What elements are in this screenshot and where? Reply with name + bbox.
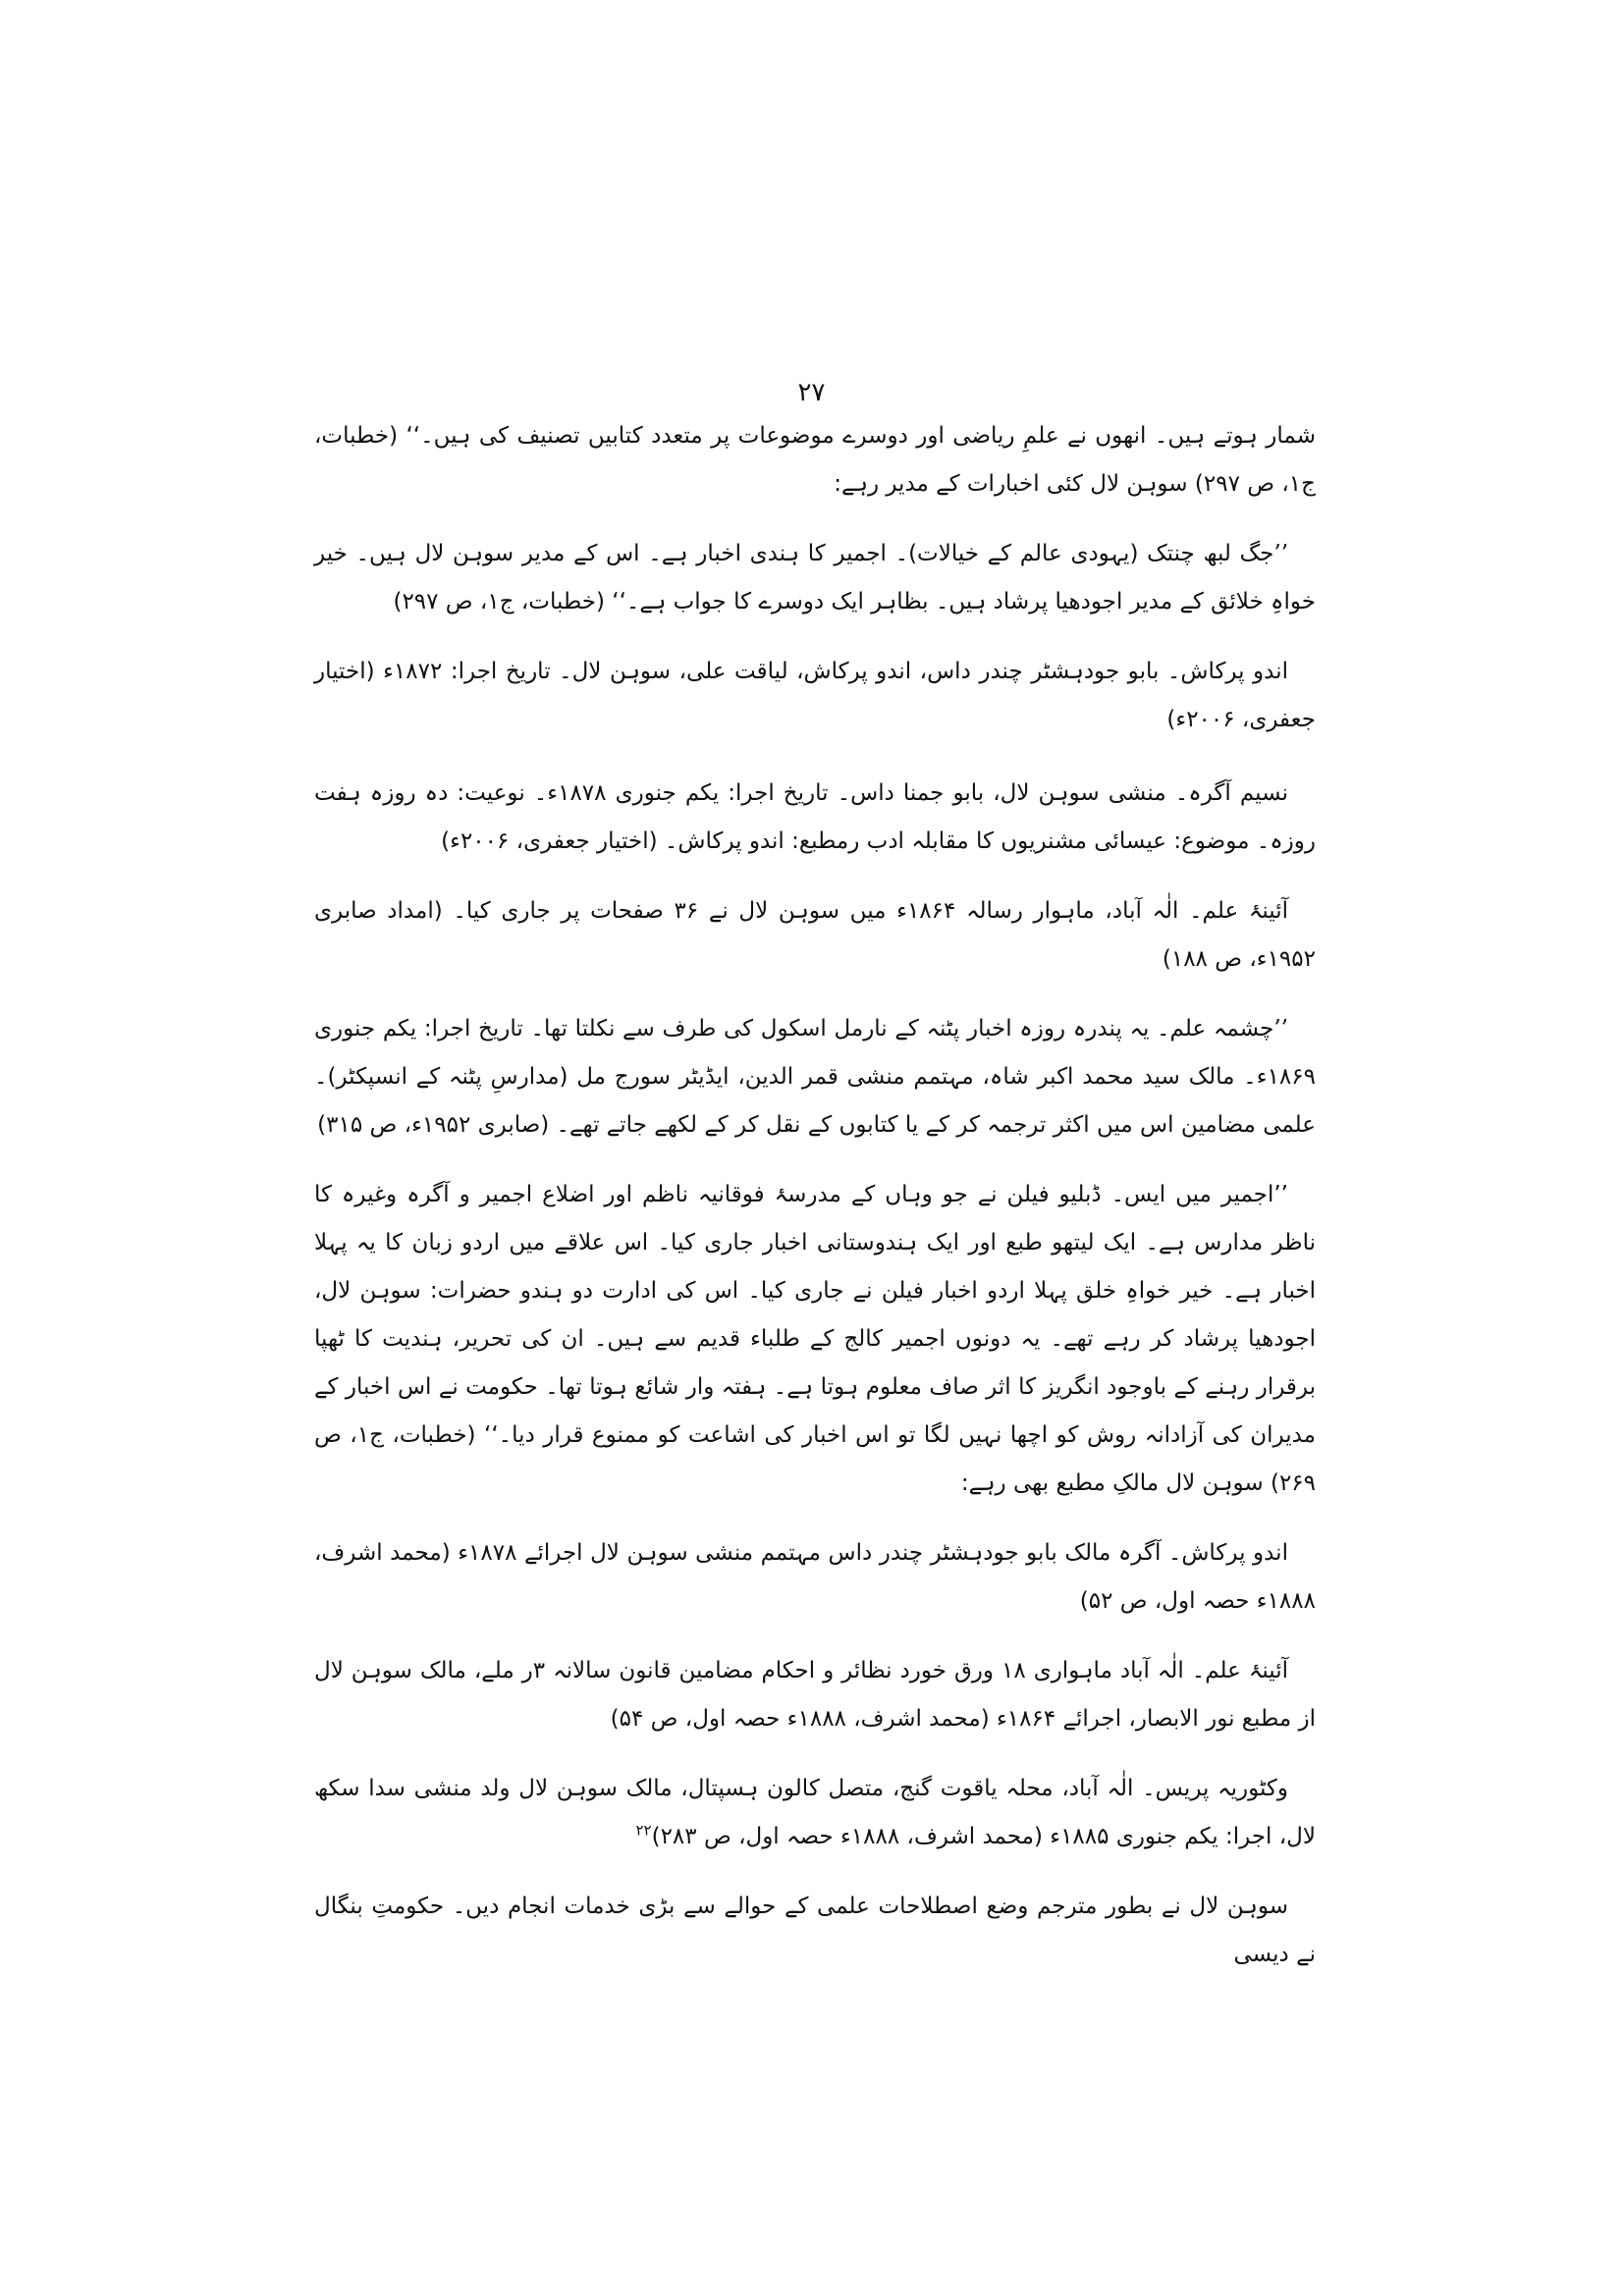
entry-title: اندو پرکاش <box>1180 659 1288 684</box>
body-text <box>314 412 1316 2001</box>
entry-title: نسیم آگرہ <box>1188 780 1288 806</box>
entry-text: ۔ الٰہ آباد، ماہوار رسالہ ۱۸۶۴ء میں سوہن لال نے ۳۶ صفحات پر جاری کیا۔ (امداد صابری ۱۹۵۲ء، ص ۱۸۸) <box>314 898 1316 972</box>
entry-text: ۔ بابو جودہشٹر چندر داس، اندو پرکاش، لیاقت علی، سوہن لال۔ تاریخ اجرا: ۱۸۷۲ء (اختیار جعفری، ۲۰۰۶ء) <box>314 659 1316 732</box>
entry-text: ۔ منشی سوہن لال، بابو جمنا داس۔ تاریخ اجرا: یکم جنوری ۱۸۷۸ء۔ نوعیت: دہ روزہ ہفت روزہ۔ موضوع: عیسائی مشنریوں کا مقابلہ ادب رمطبع: اندو پرکاش۔ (اختیار جعفری، ۲۰۰۶ء) <box>314 780 1316 854</box>
paragraph-text: شمار ہوتے ہیں۔ انھوں نے علمِ ریاضی اور دوسرے موضوعات پر متعدد کتابیں تصنیف کی ہیں۔‘‘ (خطبات، ج۱، ص ۲۹۷) سوہن لال کئی اخبارات کے مدیر رہے: <box>314 423 1316 497</box>
entry-text: ۔ آگرہ مالک بابو جودہشٹر چندر داس مہتمم منشی سوہن لال اجرائے ۱۸۷۸ء (محمد اشرف، ۱۸۸۸ء حصہ اول، ص ۵۲) <box>314 1540 1316 1614</box>
page-number: ۲۷ <box>797 378 826 407</box>
entry-text: (یہودی عالم کے خیالات)۔ اجمیر کا ہندی اخبار ہے۔ اس کے مدیر سوہن لال ہیں۔ خیر خواہِ خلائق کے مدیر اجودھیا پرشاد ہیں۔ بظاہر ایک دوسرے کا جواب ہے۔‘‘ (خطبات، ج۱، ص ۲۹۷) <box>314 541 1316 614</box>
entry-title: آئینۂ علم <box>1205 1658 1289 1683</box>
paragraph-final <box>314 1883 1316 1979</box>
entry-title: ’’جگ لبھ چنتک <box>1147 541 1289 566</box>
entry-victoria-press <box>314 1765 1316 1861</box>
entry-title: وکٹوریہ پریس <box>1155 1776 1288 1801</box>
paragraph-text: سوہن لال نے بطور مترجم وضع اصطلاحات علمی کے حوالے سے بڑی خدمات انجام دیں۔ حکومتِ بنگال نے دیسی <box>314 1894 1316 1967</box>
entry-aina-e-ilm-2 <box>314 1647 1316 1743</box>
entry-title: اندو پرکاش <box>1181 1540 1288 1566</box>
entry-title: ’’چشمہ علم <box>1169 1016 1288 1041</box>
quote-ajmer <box>314 1171 1316 1508</box>
quote-jag-labh-chintak <box>314 530 1316 626</box>
entry-aina-e-ilm <box>314 887 1316 984</box>
entry-indu-prakash-2 <box>314 1529 1316 1626</box>
entry-naseem-agra <box>314 770 1316 866</box>
entry-indu-prakash <box>314 648 1316 744</box>
entry-text: ۔ یہ پندرہ روزہ اخبار پٹنہ کے نارمل اسکول کی طرف سے نکلتا تھا۔ تاریخ اجرا: یکم جنوری ۱۸۶۹ء۔ مالک سید محمد اکبر شاہ، مہتمم منشی قمر الدین، ایڈیٹر سورج مل (مدارسِ پٹنہ کے انسپکٹر)۔ علمی مضامین اس میں اکثر ترجمہ کر کے یا کتابوں کے نقل کر کے لکھے جاتے تھے۔ (صابری ۱۹۵۲ء، ص ۳۱۵) <box>314 1016 1316 1138</box>
entry-text: ۔ الٰہ آباد، محلہ یاقوت گنج، متصل کالون ہسپتال، مالک سوہن لال ولد منشی سدا سکھ لال، اجرا: یکم جنوری ۱۸۸۵ء (محمد اشرف، ۱۸۸۸ء حصہ اول، ص ۲۸۳) <box>314 1776 1316 1849</box>
paragraph-text: ’’اجمیر میں ایس۔ ڈبلیو فیلن نے جو وہاں کے مدرسۂ فوقانیہ ناظم اور اضلاع اجمیر و آگرہ وغیرہ کا ناظر مدارس ہے۔ ایک لیتھو طبع اور ایک ہندوستانی اخبار جاری کیا۔ اس علاقے میں اردو زبان کا یہ پہلا اخبار ہے۔ خیر خواہِ خلق پہلا اردو اخبار فیلن نے جاری کیا۔ اس کی ادارت دو ہندو حضرات: سوہن لال، اجودھیا پرشاد کر رہے تھے۔ یہ دونوں اجمیر کالج کے طلباء قدیم سے ہیں۔ ان کی تحریر، ہندیت کا ٹھپا برقرار رہنے کے باوجود انگریز کا اثر صاف معلوم ہوتا ہے۔ ہفتہ وار شائع ہوتا تھا۔ حکومت نے اس اخبار کے مدیران کی آزادانہ روش کو اچھا نہیں لگا تو اس اخبار کی اشاعت کو ممنوع قرار دیا۔‘‘ (خطبات، ج۱، ص ۲۶۹) سوہن لال مالکِ مطبع بھی رہے: <box>314 1182 1316 1496</box>
quote-chashma-ilm <box>314 1005 1316 1149</box>
footnote-marker: ۲۲ <box>635 1821 652 1840</box>
paragraph-1 <box>314 412 1316 508</box>
entry-text: ۔ الٰہ آباد ماہواری ۱۸ ورق خورد نظائر و احکام مضامین قانون سالانہ ۳ر ملے، مالک سوہن لال از مطبع نور الابصار، اجرائے ۱۸۶۴ء (محمد اشرف، ۱۸۸۸ء حصہ اول، ص ۵۴) <box>314 1658 1316 1732</box>
entry-title: آئینۂ علم <box>1202 898 1289 924</box>
